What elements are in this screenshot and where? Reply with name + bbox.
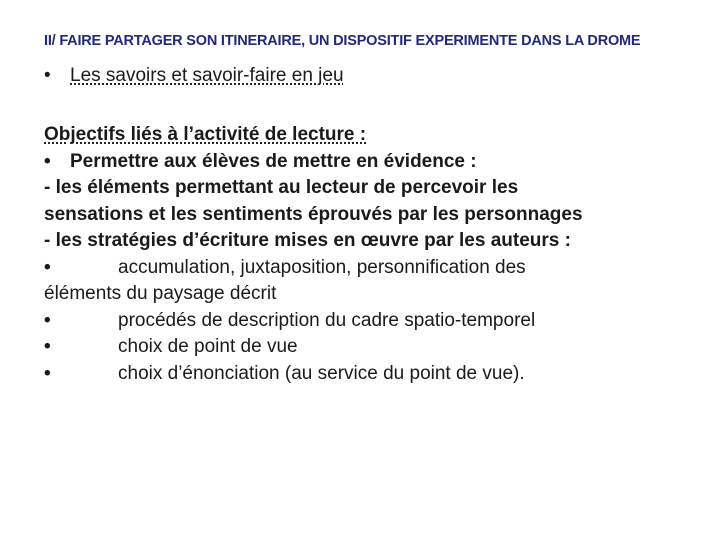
dash-line-1a: - les éléments permettant au lecteur de percevoir les <box>44 177 519 198</box>
list-item <box>44 361 684 388</box>
list-item <box>44 334 684 361</box>
list-item-text: éléments du paysage décrit <box>44 283 277 304</box>
intro-bullet-text: Permettre aux élèves de mettre en évidence : <box>70 150 477 172</box>
bullet-marker: • <box>44 336 51 357</box>
list-item <box>44 255 684 282</box>
list-item-text: accumulation, juxtaposition, personnification des <box>118 256 526 278</box>
sub-bullet <box>44 65 344 87</box>
dash-line-2: - les stratégies d’écriture mises en œuvre par les auteurs : <box>44 230 571 251</box>
list-item-text: choix de point de vue <box>118 336 298 357</box>
bullet-marker: • <box>44 65 51 86</box>
list-item <box>44 308 684 335</box>
section-title: II/ FAIRE PARTAGER SON ITINERAIRE, UN DISPOSITIF EXPERIMENTE DANS LA DROME <box>44 33 641 49</box>
dash-line-1b: sensations et les sentiments éprouvés par les personnages <box>44 203 583 225</box>
list-item-continuation <box>44 281 684 308</box>
body-text <box>44 122 684 387</box>
bullet-marker: • <box>44 256 51 278</box>
list-item-text: procédés de description du cadre spatio-temporel <box>118 309 536 331</box>
objectives-heading-text: Objectifs liés à l’activité de lecture : <box>44 124 367 145</box>
objectives-heading <box>44 122 684 149</box>
bullet-marker: • <box>44 362 51 384</box>
bullet-marker: • <box>44 309 51 331</box>
sub-bullet-text: Les savoirs et savoir-faire en jeu <box>70 65 344 86</box>
intro-bullet <box>44 149 684 176</box>
list-item-text: choix d’énonciation (au service du point de vue). <box>118 362 525 384</box>
bullet-marker: • <box>44 150 51 172</box>
